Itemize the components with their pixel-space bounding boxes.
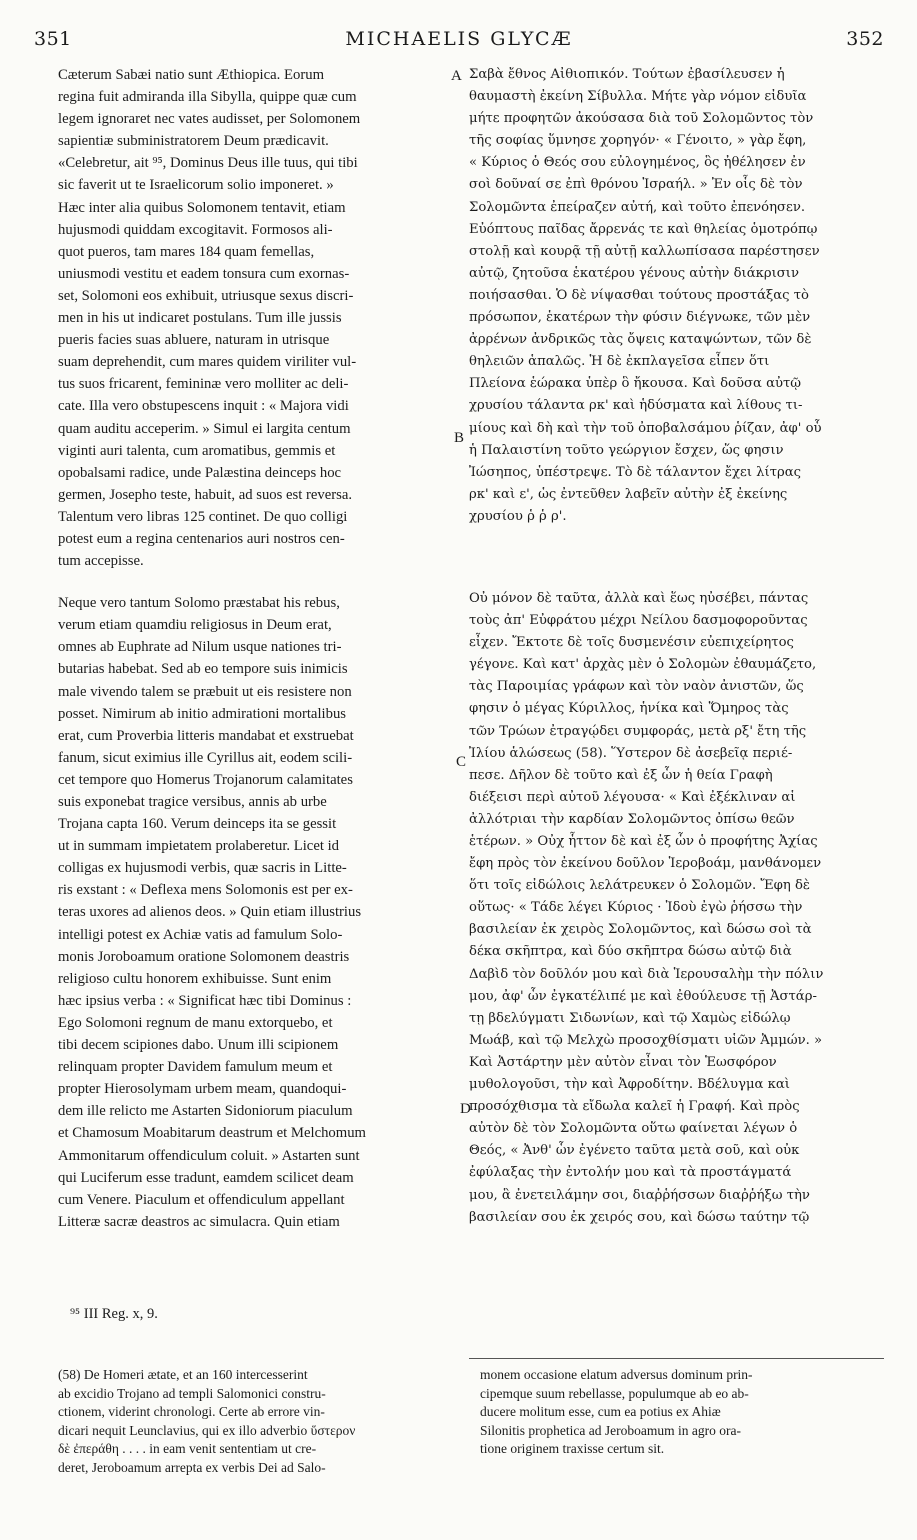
left-page-number: 351 xyxy=(34,28,72,50)
latin-text-line: uniusmodi vestitu et eadem tonsura cum exornas- xyxy=(58,265,350,282)
greek-text-line: βασιλείαν σου ἐκ χειρός σου, καὶ δώσω ταύτην τῷ xyxy=(469,1209,810,1225)
greek-text-line: Εὐόπτους παῖδας ἄρρενάς τε καὶ θηλείας ὁμοτρόπῳ xyxy=(469,221,818,237)
greek-text-line: ἑτέρων. » Οὐχ ἧττον δὲ καὶ ἐξ ὧν ὁ προφήτης Ἀχίας xyxy=(469,834,818,849)
greek-text-line: Θεός, « Ἀνθ' ὧν ἐγένετο ταῦτα μετὰ σοῦ, καὶ οὐκ xyxy=(469,1143,800,1159)
greek-text-line: τῃ βδελύγματι Σιδωνίων, καὶ τῷ Χαμὼς εἰδώλῳ xyxy=(469,1010,791,1026)
greek-text-line: τὰς Παροιμίας γράφων καὶ τὸν ναὸν ἀνιστῶν, ὥς xyxy=(469,679,804,695)
greek-text-line: θαυμαστὴ ἐκείνη Σίβυλλα. Μήτε γὰρ νόμον εἰδυῖα xyxy=(469,89,807,105)
latin-text-line: «Celebretur, ait ⁹⁵, Dominus Deus ille tuus, qui tibi xyxy=(58,155,358,172)
latin-text-line: religioso cultu honorem exhibuisse. Sunt enim xyxy=(58,970,332,987)
latin-text-line: monis Joroboamum oratione Solomonem deastris xyxy=(58,948,350,965)
endnote-line: ctionem, viderint chronologi. Certe ab errore vin- xyxy=(58,1404,325,1419)
endnote-left xyxy=(58,1366,453,1477)
latin-text-line: et Chamosum Moabitarum deastrum et Melchomum xyxy=(58,1125,366,1142)
latin-text-line: omnes ab Euphrate ad Nilum usque nationes tri- xyxy=(58,639,342,656)
notes-divider xyxy=(469,1358,884,1359)
latin-text-line: quam auditu acceperim. » Simul ei largita centum xyxy=(58,420,351,437)
endnote-line: ducere molitum esse, cum ea potius ex Ahiæ xyxy=(480,1404,721,1419)
margin-marker-d: D xyxy=(460,1101,471,1117)
greek-text-line: βασιλείαν ἐκ χειρὸς Σολομῶντος, καὶ δώσω σοὶ τὰ xyxy=(469,922,812,938)
greek-text-line: τῶν Τρώων ἐτραγῴδει συμφοράς, μετὰ ρξ' ἔτη τῆς xyxy=(469,723,807,739)
latin-text-line: regina fuit admiranda illa Sibylla, quippe quæ cum xyxy=(58,89,357,106)
endnote-line: cipemque suum rebellasse, populumque ab eo ab- xyxy=(480,1385,749,1401)
latin-text-line: cum Venere. Piaculum et offendiculum appellant xyxy=(58,1191,345,1208)
greek-paragraph-2 xyxy=(469,588,879,1229)
latin-text-line: set, Solomoni eos exhibuit, utriusque sexus discri- xyxy=(58,287,354,304)
greek-text-line: ρκ' καὶ ε', ὡς ἐντεῦθεν λαβεῖν αὐτὴν ἐξ ἐκείνης xyxy=(469,486,788,502)
greek-text-line: μου, ἀφ' ὧν ἐγκατέλιπέ με καὶ ἐθούλευσε τῇ Ἀστάρ- xyxy=(469,988,817,1004)
greek-text-line: Μωάβ, καὶ τῷ Μελχὼ προσοχθίσματι υἱῶν Ἀμμών. » xyxy=(469,1032,823,1048)
greek-column xyxy=(469,64,879,1251)
greek-text-line: τοὺς ἀπ' Εὐφράτου μέχρι Νείλου δασμοφοροῦντας xyxy=(469,613,808,629)
greek-text-line: στολῇ καὶ κουρᾷ τῇ αὐτῇ καλλωπίσασα παρέστησεν xyxy=(469,243,820,259)
running-title: MICHAELIS GLYCÆ xyxy=(345,28,573,50)
latin-text-line: cet tempore quo Homerus Trojanorum calamitates xyxy=(58,771,353,788)
latin-text-line: tum accepisse. xyxy=(58,553,144,570)
latin-text-line: pueris facies suas abluere, naturam in utrisque xyxy=(58,332,330,349)
latin-text-line: hujusmodi quiddam excogitavit. Formosos ali- xyxy=(58,221,333,238)
greek-text-line: θηλειῶν ἁπαλῶς. Ἡ δὲ ἐκπλαγεῖσα εἶπεν ὅτι xyxy=(469,354,770,370)
greek-text-line: ἀλλότριαι τὴν καρδίαν Σολομῶντος ὀπίσω θεῶν xyxy=(469,811,795,827)
latin-text-line: hæc ipsius verba : « Significat hæc tibi Dominus : xyxy=(58,992,352,1009)
latin-text-line: ut in summam impietatem prolaberetur. Licet id xyxy=(58,838,340,855)
latin-text-line: butarias habebat. Sed ab eo tempore suis inimicis xyxy=(58,661,348,678)
greek-text-line: Οὐ μόνον δὲ ταῦτα, ἀλλὰ καὶ ἕως ηὐσέβει, πάντας xyxy=(469,590,809,606)
greek-text-line: μυθολογοῦσι, τὴν καὶ Ἀφροδίτην. Βδέλυγμα καὶ xyxy=(469,1077,790,1093)
greek-text-line: ἐφύλαξας τὴν ἐντολήν μου καὶ τὰ προστάγματά xyxy=(469,1165,792,1181)
greek-text-line: αὐτῷ, ζητοῦσα ἑκατέρου γένους αὐτὴν διάκρισιν xyxy=(469,265,799,281)
endnote-line: Silonitis prophetica ad Jeroboamum in agro ora- xyxy=(480,1422,741,1438)
greek-text-line: Ἰλίου ἁλώσεως (58). Ὕστερον δὲ ἀσεβεῖᾳ περιέ- xyxy=(469,745,793,761)
latin-text-line: germen, Josepho teste, habuit, ad suos est reversa. xyxy=(58,486,353,503)
latin-text-line: tus suos fricarent, femininæ vero molliter ac deli- xyxy=(58,376,349,393)
endnote-line: δὲ ἐπεράθη . . . . in eam venit sententiam ut cre- xyxy=(58,1441,317,1456)
endnote-line: (58) De Homeri ætate, et an 160 intercesserint xyxy=(58,1367,308,1382)
endnote-line: dicari nequit Leunclavius, qui ex illo adverbio ὕστερον xyxy=(58,1422,356,1438)
greek-paragraph-1 xyxy=(469,64,879,528)
latin-column xyxy=(58,64,453,1255)
greek-text-line: διέξεισι περὶ αὐτοῦ λέγουσα· « Καὶ ἐξέκλιναν αἱ xyxy=(469,789,796,805)
greek-text-line: οὕτως· « Τάδε λέγει Κύριος · Ἰδοὺ ἐγὼ ῥήσσω τὴν xyxy=(469,900,803,916)
latin-text-line: sapientiæ subministratorem Deum prædicavit. xyxy=(58,133,329,150)
latin-text-line: cate. Illa vero obstupescens inquit : « Majora vidi xyxy=(58,398,349,415)
greek-text-line: ποιήσασθαι. Ὁ δὲ νίψασθαι τούτους προστάξας τὸ xyxy=(469,287,809,303)
greek-text-line: σοὶ δοῦναί σε ἐπὶ θρόνου Ἰσραήλ. » Ἐν οἷς δὲ τὸν xyxy=(469,177,803,193)
latin-text-line: Talentum vero libras 125 continet. De quo colligi xyxy=(58,508,348,525)
latin-text-line: men in his ut indicaret postulans. Tum ille jussis xyxy=(58,310,342,327)
page-header xyxy=(34,28,884,56)
latin-text-line: qui Luciferum esse tradunt, eamdem scilicet deam xyxy=(58,1169,354,1186)
latin-text-line: erat, cum Proverbia litteris mandabat et exstruebat xyxy=(58,727,354,744)
latin-text-line: viginti auri talenta, cum aromatibus, gemmis et xyxy=(58,442,336,459)
greek-text-line: Δαβὶδ τὸν δοῦλόν μου καὶ διὰ Ἱερουσαλὴμ τὴν πόλιν xyxy=(469,966,824,982)
latin-text-line: dem ille relicto me Astarten Sidoniorum piaculum xyxy=(58,1103,353,1120)
latin-text-line: tibi decem scipiones dabo. Unum illi scipionem xyxy=(58,1037,339,1054)
latin-text-line: quot pueros, tam mares 184 quam femellas, xyxy=(58,243,315,260)
greek-text-line: Ἰώσηπος, ὑπέστρεψε. Τὸ δὲ τάλαντον ἔχει λίτρας xyxy=(469,464,802,480)
greek-text-line: ἡ Παλαιστίνη τοῦτο γεώργιον ἔσχεν, ὥς φησιν xyxy=(469,442,784,458)
latin-text-line: teras uxores ad alienos deos. » Quin etiam illustrius xyxy=(58,904,362,921)
greek-text-line: αὐτὸν δὲ τὸν Σολομῶντα οὕτω φαίνεται λέγων ὁ xyxy=(469,1121,798,1137)
latin-text-line: Litteræ sacræ deastros ac simulacra. Quin etiam xyxy=(58,1213,340,1230)
endnote-line: deret, Jeroboamum arrepta ex verbis Dei ad Salo- xyxy=(58,1459,326,1475)
latin-text-line: legem ignoraret nec vates audisset, per Solomonem xyxy=(58,111,361,128)
endnote-line: ab excidio Trojano ad templi Salomonici constru- xyxy=(58,1385,326,1401)
greek-text-line: εἶχεν. Ἔκτοτε δὲ τοῖς δυσμενέσιν εὐεπιχείρητος xyxy=(469,635,794,651)
greek-text-line: ὅτι τοῖς εἰδώλοις λελάτρευκεν ὁ Σολομῶν. Ἔφη δὲ xyxy=(469,878,811,894)
greek-text-line: γέγονε. Καὶ κατ' ἀρχὰς μὲν ὁ Σολομὼν ἐθαυμάζετο, xyxy=(469,657,817,673)
footnote-reference: ⁹⁵ III Reg. x, 9. xyxy=(70,1306,158,1322)
greek-text-line: χρυσίου τάλαντα ρκ' καὶ ἡδύσματα καὶ λίθους τι- xyxy=(469,398,803,414)
latin-text-line: Trojana capta 160. Verum deinceps ita se gessit xyxy=(58,816,337,833)
greek-text-line: πεσε. Δῆλον δὲ τοῦτο καὶ ἐξ ὧν ἡ θεία Γραφὴ xyxy=(469,767,773,783)
latin-paragraph-1 xyxy=(58,64,453,572)
latin-text-line: relinquam propter Davidem famulum meum et xyxy=(58,1059,333,1076)
latin-text-line: ris exstant : « Deflexa mens Solomonis est per ex- xyxy=(58,882,353,899)
latin-text-line: Neque vero tantum Solomo præstabat his rebus, xyxy=(58,595,340,612)
latin-text-line: male vivendo talem se præbuit ut eis resistere non xyxy=(58,683,352,700)
latin-text-line: colligas ex hujusmodi verbis, quæ sacris in Litte- xyxy=(58,860,347,877)
latin-text-line: Cæterum Sabæi natio sunt Æthiopica. Eorum xyxy=(58,67,324,83)
right-page-number: 352 xyxy=(846,28,884,50)
greek-text-line: χρυσίου ῥ ῥ ρ'. xyxy=(469,508,567,524)
greek-text-line: ἀρρένων ἀνδρικῶς τὰς ὄψεις καταψώντων, τῶν δὲ xyxy=(469,332,812,348)
latin-paragraph-2 xyxy=(58,592,453,1233)
margin-marker-a: A xyxy=(451,68,462,84)
greek-text-line: δέκα σκῆπτρα, καὶ δύο σκῆπτρα δώσω αὐτῷ διὰ xyxy=(469,944,792,960)
latin-text-line: verum etiam quamdiu religiosus in Deum erat, xyxy=(58,617,332,634)
margin-marker-b: B xyxy=(454,430,465,446)
greek-text-line: πρόσωπον, ἑκατέρων τὴν φύσιν διέγνωκε, τῶν μὲν xyxy=(469,310,811,326)
endnote-line: tione originem traxisse certum sit. xyxy=(480,1441,665,1456)
latin-text-line: suam deprehendit, cum mares quidem viriliter vul- xyxy=(58,354,357,371)
greek-text-line: Σαβὰ ἔθνος Αἰθιοπικόν. Τούτων ἐβασίλευσεν ἡ xyxy=(469,67,785,82)
latin-text-line: potest eum a regina centenarios auri nostros cen- xyxy=(58,530,345,547)
greek-text-line: Σολομῶντα ἐπείραζεν αὐτή, καὶ τοῦτο ἐπενόησεν. xyxy=(469,199,806,215)
latin-text-line: posset. Nimirum ab initio admirationi mortalibus xyxy=(58,705,347,722)
greek-text-line: φησιν ὁ μέγας Κύριλλος, ἡνίκα καὶ Ὅμηρος τὰς xyxy=(469,701,789,717)
greek-text-line: « Κύριος ὁ Θεός σου εὐλογημένος, ὃς ἠθέλησεν ἐν xyxy=(469,155,806,171)
greek-text-line: μίους καὶ δὴ καὶ τὴν τοῦ ὀποβαλσάμου ῥίζαν, ἀφ' οὗ xyxy=(469,420,822,436)
latin-text-line: Hæc inter alia quibus Solomonem tentavit, etiam xyxy=(58,199,346,216)
latin-text-line: propter Hierosolymam urbem meam, quandoqui- xyxy=(58,1081,347,1098)
endnote-right xyxy=(480,1366,870,1459)
margin-marker-c: C xyxy=(456,754,467,770)
latin-text-line: intelligi potest ex Achiæ vatis ad famulum Solo- xyxy=(58,926,343,943)
greek-text-line: τῆς σοφίας ὕμνησε χορηγόν· « Γένοιτο, » γὰρ ἔφη, xyxy=(469,133,807,149)
latin-text-line: opobalsami radice, unde Palæstina deinceps hoc xyxy=(58,464,342,481)
greek-text-line: ἔφη πρὸς τὸν ἐκείνου δοῦλον Ἱεροβοάμ, μανθάνομεν xyxy=(469,856,822,872)
greek-text-line: Καὶ Ἀστάρτην μὲν αὐτὸν εἶναι τὸν Ἑωσφόρον xyxy=(469,1054,777,1070)
greek-text-line: προσόχθισμα τὰ εἴδωλα καλεῖ ἡ Γραφή. Καὶ πρὸς xyxy=(469,1099,800,1115)
latin-text-line: fanum, sicut eximius ille Cyrillus ait, eodem scili- xyxy=(58,749,353,766)
latin-text-line: Ego Solomoni regnum de manu extorquebo, et xyxy=(58,1014,333,1031)
greek-text-line: μήτε προφητῶν ἀκούσασα διὰ τοῦ Σολομῶντος τὸν xyxy=(469,111,814,127)
endnote-line: monem occasione elatum adversus dominum prin- xyxy=(480,1367,753,1382)
latin-text-line: Ammonitarum offendiculum coluit. » Astarten sunt xyxy=(58,1147,360,1164)
greek-text-line: Πλείονα ἑώρακα ὑπὲρ ὃ ἤκουσα. Καὶ δοῦσα αὐτῷ xyxy=(469,376,802,392)
latin-text-line: sic faverit ut te Israelicorum solio imponeret. » xyxy=(58,177,334,194)
latin-text-line: suis exponebat tragice versibus, annis ab urbe xyxy=(58,794,327,810)
greek-text-line: μου, ἃ ἐνετειλάμην σοι, διαῤῥήσσων διαῤῥήξω τὴν xyxy=(469,1187,810,1203)
